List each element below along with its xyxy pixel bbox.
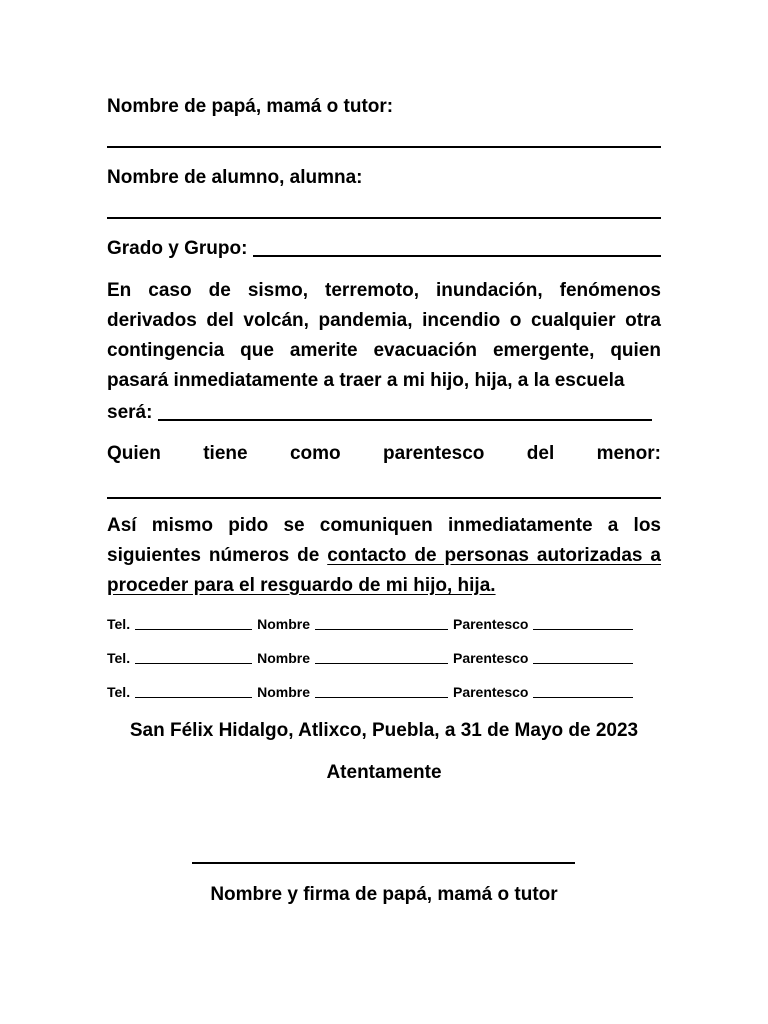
name-field[interactable]: [315, 697, 448, 698]
name-label: Nombre: [257, 684, 310, 700]
closing-text: Atentamente: [326, 762, 442, 783]
kinship-word: parentesco: [383, 443, 485, 464]
contact-request-paragraph: [107, 511, 661, 601]
parent-name-label: Nombre de papá, mamá o tutor:: [107, 96, 394, 117]
pickup-person-field[interactable]: [158, 419, 652, 421]
tel-field[interactable]: [135, 697, 252, 698]
kin-label: Parentesco: [452, 650, 529, 666]
contact-row: [107, 648, 661, 668]
student-name-label: Nombre de alumno, alumna:: [107, 167, 363, 188]
kin-label: Parentesco: [452, 684, 529, 700]
kinship-label: [107, 439, 661, 469]
kinship-word: como: [289, 443, 341, 464]
signature-line[interactable]: [192, 862, 575, 864]
contact-request-underlined: contacto de personas autorizadas a proceder para el resguardo de mi hijo, hija.: [107, 545, 661, 596]
tel-field[interactable]: [135, 663, 252, 664]
name-field[interactable]: [315, 629, 448, 630]
grade-group-label: Grado y Grupo:: [107, 238, 248, 259]
kinship-word: tiene: [203, 443, 248, 464]
signature-caption: Nombre y firma de papá, mamá o tutor: [210, 884, 558, 905]
emergency-paragraph: [107, 276, 661, 396]
tel-field[interactable]: [135, 629, 252, 630]
kin-field[interactable]: [533, 697, 633, 698]
name-field[interactable]: [315, 663, 448, 664]
kin-label: Parentesco: [452, 616, 529, 632]
kin-field[interactable]: [533, 663, 633, 664]
kinship-word: del: [526, 443, 555, 464]
name-label: Nombre: [257, 650, 310, 666]
kinship-field[interactable]: [107, 497, 661, 499]
parent-name-field[interactable]: [107, 146, 661, 148]
grade-group-row: [107, 235, 661, 262]
tel-label: Tel.: [107, 684, 131, 700]
name-label: Nombre: [257, 616, 310, 632]
kinship-word: menor:: [596, 443, 661, 464]
kinship-word: Quien: [107, 443, 161, 464]
grade-group-field[interactable]: [253, 255, 661, 257]
place-date: San Félix Hidalgo, Atlixco, Puebla, a 31 de Mayo de 2023: [129, 720, 639, 741]
kin-field[interactable]: [533, 629, 633, 630]
emergency-text: En caso de sismo, terremoto, inundación, fenómenos derivados del volcán, pandemia, incendio o cualquier otra contingencia que amerite evacuación emergente, quien pasará inmediatamente a traer a mi hijo, hija, a la escuela: [107, 280, 661, 391]
contact-row: [107, 614, 661, 634]
contact-request-text: Así mismo pido se comuniquen inmediatamente a los siguientes números de: [107, 515, 661, 566]
contact-row: [107, 682, 661, 702]
student-name-field[interactable]: [107, 217, 661, 219]
tel-label: Tel.: [107, 650, 131, 666]
pickup-person-row: [107, 399, 652, 426]
tel-label: Tel.: [107, 616, 131, 632]
pickup-person-label: será:: [107, 402, 153, 423]
